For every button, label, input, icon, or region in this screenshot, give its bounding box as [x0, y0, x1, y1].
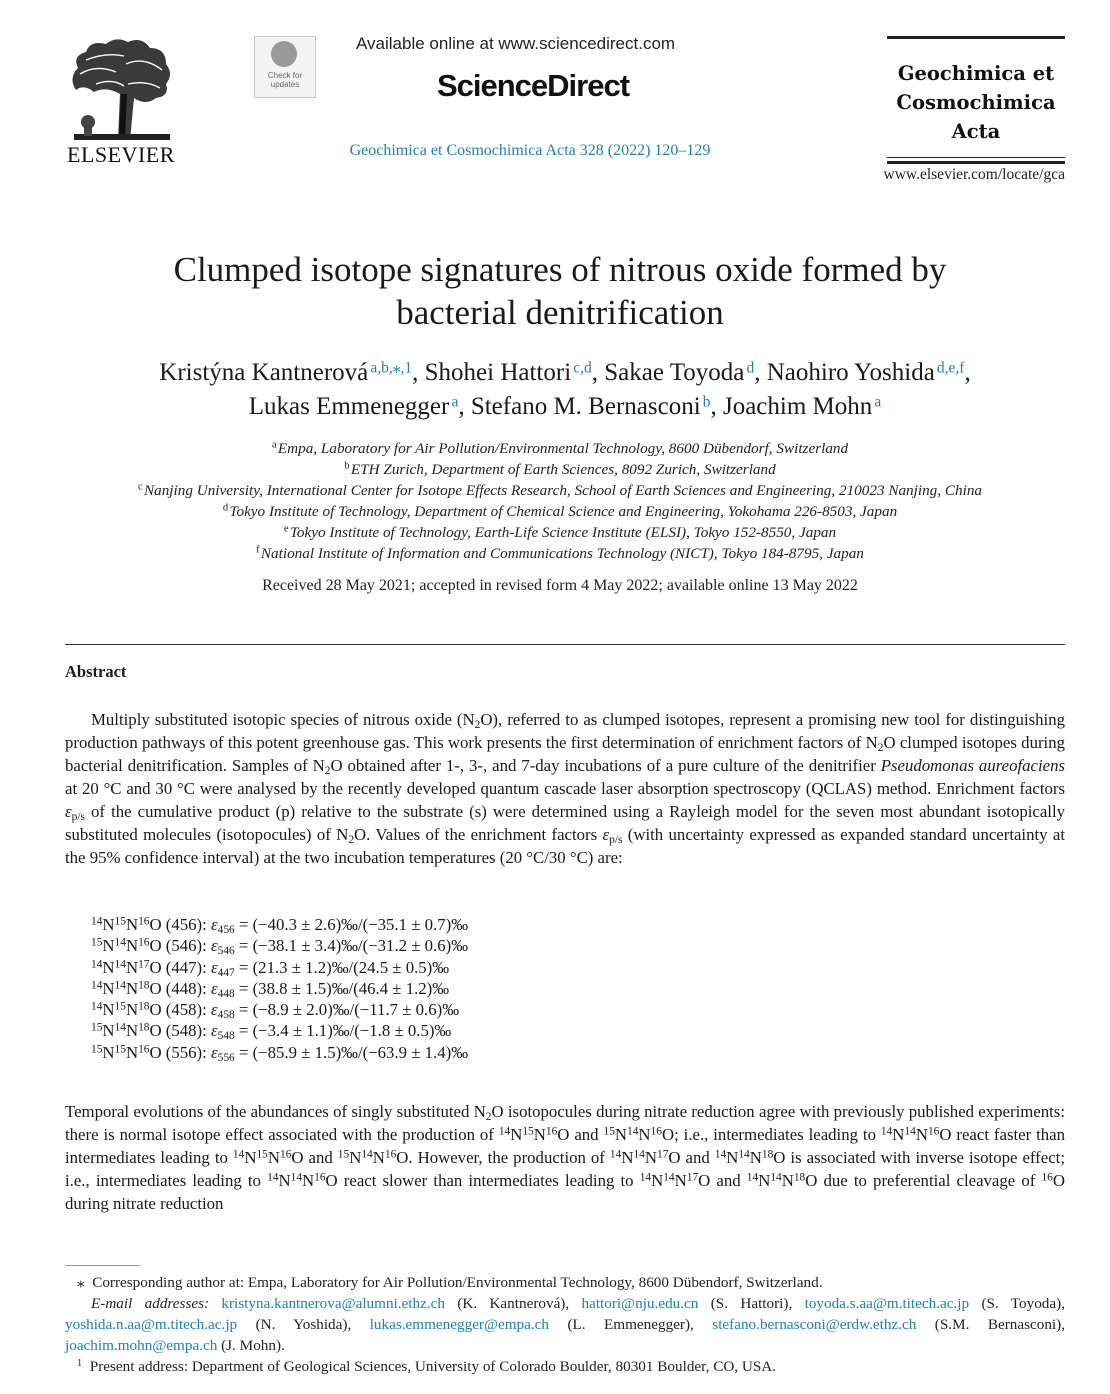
affiliation: $^a$ Empa, Laboratory for Air Pollution/Environmental Technology, 8600 Dübendorf, Switzerland	[271, 439, 849, 457]
affiliation-list	[40, 438, 1080, 564]
list-item: $^{15}N^{14}N^{16}O$ (546): $\varepsilon_{546} = (-38.1$ ± 3.4)‰/(−31.2 ± 0.6)‰	[91, 936, 468, 958]
author-affil-ref[interactable]: a,b,⁎,1	[370, 359, 413, 377]
email-link[interactable]: stefano.bernasconi@erdw.ethz.ch	[712, 1316, 917, 1333]
author: Kristýna Kantnerová $^{a,b,⁎,1}$,	[159, 359, 425, 386]
abstract-paragraph-2: Temporal evolutions of the abundances of singly substituted $N_2O$ isotopocules during nitrate reduction agree with previously published experiments: there is normal isotope effect associated with the production of $^{14}N^{15}N^{16}O$ and $^{15}N^{14}N^{16}O$; i.e., intermediates leading to $^{14}N^{14}N^{16}O$ react faster than intermediates leading to $^{14}N^{15}N^{16}O$ and $^{15}N^{14}N^{16}O$. However, the production of $^{14}N^{14}N^{17}O$ and $^{14}N^{14}N^{18}O$ is associated with inverse isotope effect; i.e., intermediates leading to $^{14}N^{14}N^{16}O$ react slower than intermediates leading to $^{14}N^{14}N^{17}O$ and $^{14}N^{14}N^{18}O$ due to preferential cleavage of $^{16}$O during nitrate reduction	[65, 1102, 1065, 1213]
journal-reference[interactable]: Geochimica et Cosmochimica Acta 328 (2022) 120–129	[349, 142, 711, 159]
email-link[interactable]: hattori@nju.edu.cn	[581, 1295, 699, 1312]
sciencedirect-logo[interactable]: ScienceDirect	[436, 68, 630, 103]
list-item: $^{14}N^{15}N^{18}O$ (458): $\varepsilon_{458} = (-8.9$ ± 2.0)‰/(−11.7 ± 0.6)‰	[91, 1000, 459, 1022]
title-line-2: bacterial denitrification	[396, 293, 724, 332]
footnote-present-address: $^1$ Present address: Department of Geological Sciences, University of Colorado Boulder, 80301 Boulder, CO, USA.	[77, 1357, 777, 1375]
elsevier-logo[interactable]	[60, 30, 180, 170]
abstract-heading: Abstract	[65, 662, 127, 681]
check-line-1: Check for	[267, 71, 303, 80]
check-for-updates-badge[interactable]	[254, 36, 316, 98]
author-affil-ref[interactable]: a	[451, 393, 459, 411]
author-affil-ref[interactable]: b	[702, 393, 711, 411]
footnote-corresponding: ⁎ Corresponding author at: Empa, Laboratory for Air Pollution/Environmental Technology, 8600 Dübendorf, Switzerland.	[77, 1274, 823, 1291]
affiliation: $^d$ Tokyo Institute of Technology, Department of Chemical Science and Engineering, Yokohama 226-8503, Japan	[222, 502, 898, 520]
author-affil-ref[interactable]: a	[874, 393, 882, 411]
article-dates: Received 28 May 2021; accepted in revised form 4 May 2022; available online 13 May 2022	[262, 577, 858, 594]
author: Shohei Hattori $^{c,d}$,	[424, 359, 605, 386]
author: Naohiro Yoshida $^{d,e,f}$,	[766, 359, 971, 386]
abstract-paragraph-1: Multiply substituted isotopic species of nitrous oxide $(N_2O)$, referred to as clumped isotopes, represent a promising new tool for distinguishing production pathways of this potent greenhouse gas. This work presents the first determination of enrichment factors of $N_2O$ clumped isotopes during bacterial denitrification. Samples of $N_2O$ obtained after 1-, 3-, and 7-day incubations of a pure culture of the denitrifier Pseudomonas aureofaciens at 20 °C and 30 °C were analysed by the recently developed quantum cascade laser absorption spectroscopy (QCLAS) method. Enrichment factors $\varepsilon_{p/s}$ of the cumulative product (p) relative to the substrate (s) were determined using a Rayleigh model for the seven most abundant isotopically substituted molecules (isotopocules) of $N_2O$. Values of the enrichment factors $\varepsilon_{p/s}$ (with uncertainty expressed as expanded standard uncertainty at the 95% confidence interval) at the two incubation temperatures (20 °C/30 °C) are:	[65, 710, 1065, 867]
email-link[interactable]: lukas.emmenegger@empa.ch	[369, 1316, 549, 1333]
journal-title-box	[887, 36, 1065, 164]
elsevier-wordmark: ELSEVIER	[67, 142, 175, 167]
author-affil-ref[interactable]: d	[746, 359, 755, 377]
elsevier-tree-icon	[66, 34, 176, 144]
author-list	[55, 356, 1075, 424]
affiliation: $^c$ Nanjing University, International Center for Isotope Effects Research, School of Earth Sciences and Engineering, 210023 Nanjing, China	[137, 481, 983, 499]
list-item: $^{15}N^{14}N^{18}O$ (548): $\varepsilon_{548} = (-3.4$ ± 1.1)‰/(−1.8 ± 0.5)‰	[91, 1021, 452, 1043]
author: Sakae Toyoda $^d$,	[604, 359, 767, 386]
email-link[interactable]: kristyna.kantnerova@alumni.ethz.ch	[221, 1295, 445, 1312]
email-link[interactable]: toyoda.s.aa@m.titech.ac.jp	[804, 1295, 970, 1312]
affiliation: $^e$ Tokyo Institute of Technology, Earth-Life Science Institute (ELSI), Tokyo 152-8550, Japan	[283, 523, 837, 541]
list-item: $^{15}N^{15}N^{16}O$ (556): $\varepsilon_{556} = (-85.9$ ± 1.5)‰/(−63.9 ± 1.4)‰	[91, 1042, 468, 1064]
email-link[interactable]: joachim.mohn@empa.ch	[65, 1337, 218, 1354]
author-affil-ref[interactable]: c,d	[573, 359, 592, 377]
affiliation: $^b$ ETH Zurich, Department of Earth Sciences, 8092 Zurich, Switzerland	[344, 460, 776, 478]
divider	[65, 644, 1065, 645]
author: Lukas Emmenegger $^a$,	[248, 393, 471, 420]
author: Joachim Mohn $^a$	[722, 393, 882, 420]
check-line-2: updates	[270, 80, 300, 89]
available-online: Available online at www.sciencedirect.com	[356, 34, 676, 53]
email-link[interactable]: yoshida.n.aa@m.titech.ac.jp	[65, 1316, 238, 1333]
journal-url[interactable]: www.elsevier.com/locate/gca	[883, 166, 1065, 183]
author-affil-ref[interactable]: d,e,f	[936, 359, 965, 377]
bookmark-icon	[271, 41, 297, 67]
affiliation: $^f$ National Institute of Information and Communications Technology (NICT), Tokyo 184-8795, Japan	[256, 544, 864, 562]
journal-name-line-3: Acta	[951, 120, 1001, 143]
author: Stefano M. Bernasconi $^b$,	[470, 393, 723, 420]
footnote-emails: E-mail addresses: kristyna.kantnerova@alumni.ethz.ch (K. Kantnerová), hattori@nju.edu.cn (S. Hattori), toyoda.s.aa@m.titech.ac.jp (S. Toyoda), yoshida.n.aa@m.titech.ac.jp (N. Yoshida), lukas.emmenegger@empa.ch (L. Emmenegger), stefano.bernasconi@erdw.ethz.ch (S.M. Bernasconi), joachim.mohn@empa.ch (J. Mohn).	[65, 1295, 1066, 1354]
journal-name-line-2: Cosmochimica	[896, 91, 1056, 114]
list-item: $^{14}N^{15}N^{16}O$ (456): $\varepsilon_{456} = (-40.3$ ± 2.6)‰/(−35.1 ± 0.7)‰	[91, 915, 468, 936]
footnote-divider	[65, 1265, 140, 1266]
list-item: $^{14}N^{14}N^{17}O$ (447): $\varepsilon_{447} = (21.3$ ± 1.2)‰/(24.5 ± 0.5)‰	[91, 957, 450, 979]
journal-name-line-1: Geochimica et	[897, 62, 1055, 85]
article-title	[60, 248, 1060, 334]
title-line-1: Clumped isotope signatures of nitrous oxide formed by	[173, 250, 947, 289]
page-header	[0, 0, 1110, 200]
list-item: $^{14}N^{14}N^{18}O$ (448): $\varepsilon_{448} = (38.8$ ± 1.5)‰/(46.4 ± 1.2)‰	[91, 978, 450, 1000]
enrichment-factor-list	[91, 914, 791, 1063]
